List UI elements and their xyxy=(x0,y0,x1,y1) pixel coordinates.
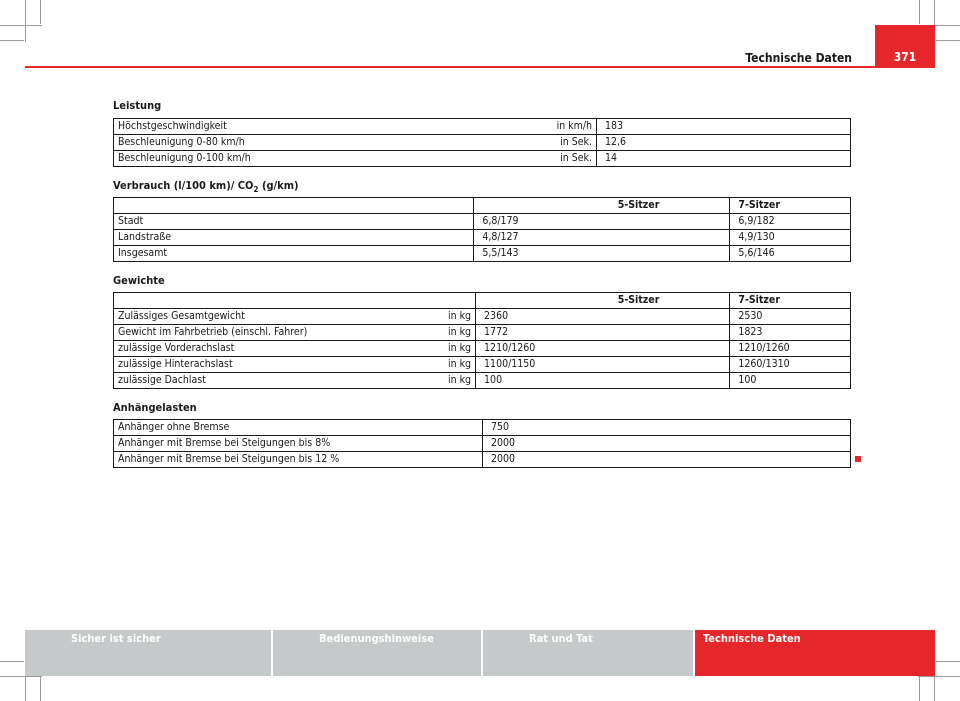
section-title-leistung: Leistung xyxy=(113,99,162,112)
section-title-verbrauch xyxy=(113,179,299,194)
row-unit: in Sek. xyxy=(560,136,593,148)
row-label: zulässige Vorderachslast xyxy=(118,342,235,354)
title-part: Verbrauch (l/100 km)/ CO xyxy=(113,179,254,192)
row-label: zulässige Hinterachslast xyxy=(118,358,233,370)
row-value: 750 xyxy=(483,420,851,436)
row-label-cell xyxy=(114,373,476,389)
footer-tab-label: Rat und Tat xyxy=(529,632,593,645)
row-label: Anhänger mit Bremse bei Steigungen bis 8% xyxy=(114,436,483,452)
table-row xyxy=(114,309,851,325)
row-label: Anhänger mit Bremse bei Steigungen bis 12 % xyxy=(114,452,483,468)
crop-mark xyxy=(40,677,41,701)
row-value: 1210/1260 xyxy=(730,341,851,357)
row-value: 1100/1150 xyxy=(476,357,730,373)
row-label: Höchstgeschwindigkeit xyxy=(118,120,227,132)
row-label-cell xyxy=(114,325,476,341)
row-label-cell xyxy=(114,119,597,135)
row-unit: in kg xyxy=(447,358,472,370)
header-empty-cell xyxy=(114,293,476,309)
footer-tab-label: Sicher ist sicher xyxy=(71,632,161,645)
footer-tab-rat-und-tat[interactable] xyxy=(483,630,693,676)
section-title-anhaengelasten: Anhängelasten xyxy=(113,401,197,414)
table-row xyxy=(114,135,851,151)
row-value: 100 xyxy=(476,373,730,389)
page-number: 371 xyxy=(893,50,917,64)
title-subscript: 2 xyxy=(253,185,259,195)
footer-tab-sicher-ist-sicher[interactable] xyxy=(25,630,271,676)
row-value: 1210/1260 xyxy=(476,341,730,357)
table-verbrauch xyxy=(113,197,851,262)
table-row xyxy=(114,325,851,341)
row-value: 2000 xyxy=(483,452,851,468)
row-value: 2530 xyxy=(730,309,851,325)
row-value: 4,9/130 xyxy=(730,230,851,246)
crop-mark xyxy=(40,0,41,24)
row-label: Anhänger ohne Bremse xyxy=(114,420,483,436)
crop-mark xyxy=(936,40,960,41)
crop-mark xyxy=(918,676,960,677)
row-label: Stadt xyxy=(114,214,474,230)
crop-mark xyxy=(25,0,26,42)
crop-mark xyxy=(0,676,42,677)
row-value: 2000 xyxy=(483,436,851,452)
section-end-marker-icon xyxy=(855,456,861,462)
table-row xyxy=(114,357,851,373)
table-header-row xyxy=(114,293,851,309)
row-value: 2360 xyxy=(476,309,730,325)
table-row xyxy=(114,420,851,436)
row-value: 1260/1310 xyxy=(730,357,851,373)
row-unit: in kg xyxy=(447,342,472,354)
row-label: Beschleunigung 0-100 km/h xyxy=(118,152,251,164)
row-label-cell xyxy=(114,135,597,151)
row-label: Landstraße xyxy=(114,230,474,246)
row-value: 1772 xyxy=(476,325,730,341)
crop-mark xyxy=(0,661,24,662)
row-value: 12,6 xyxy=(597,135,851,151)
column-header: 5-Sitzer xyxy=(476,293,730,309)
crop-mark xyxy=(0,25,42,26)
row-label-cell xyxy=(114,151,597,167)
row-label: Insgesamt xyxy=(114,246,474,262)
row-unit: in kg xyxy=(447,326,472,338)
table-row xyxy=(114,151,851,167)
row-value: 100 xyxy=(730,373,851,389)
table-row xyxy=(114,436,851,452)
column-header: 5-Sitzer xyxy=(474,198,730,214)
page-title: Technische Daten xyxy=(745,51,852,65)
row-value: 5,6/146 xyxy=(730,246,851,262)
row-label: Zulässiges Gesamtgewicht xyxy=(118,310,245,322)
crop-mark xyxy=(0,40,24,41)
footer-tab-bedienungshinweise[interactable] xyxy=(273,630,481,676)
table-row xyxy=(114,373,851,389)
row-label-cell xyxy=(114,341,476,357)
row-unit: in kg xyxy=(447,310,472,322)
row-label: zulässige Dachlast xyxy=(118,374,206,386)
header-rule xyxy=(25,66,935,68)
footer-tab-label: Bedienungshinweise xyxy=(319,632,434,645)
footer-tab-technische-daten[interactable] xyxy=(695,630,935,676)
row-unit: in kg xyxy=(447,374,472,386)
crop-mark xyxy=(919,0,920,24)
row-value: 5,5/143 xyxy=(474,246,730,262)
table-row xyxy=(114,230,851,246)
table-row xyxy=(114,452,851,468)
column-header: 7-Sitzer xyxy=(730,198,851,214)
row-value: 4,8/127 xyxy=(474,230,730,246)
row-label: Gewicht im Fahrbetrieb (einschl. Fahrer) xyxy=(118,326,308,338)
section-title-gewichte: Gewichte xyxy=(113,274,165,287)
footer-tab-label: Technische Daten xyxy=(703,632,801,645)
row-value: 183 xyxy=(597,119,851,135)
table-row xyxy=(114,214,851,230)
title-part: (g/km) xyxy=(258,179,299,192)
table-row xyxy=(114,341,851,357)
table-anhaengelasten xyxy=(113,419,851,468)
row-label: Beschleunigung 0-80 km/h xyxy=(118,136,245,148)
row-label-cell xyxy=(114,357,476,373)
row-unit: in km/h xyxy=(556,120,593,132)
table-header-row xyxy=(114,198,851,214)
row-value: 14 xyxy=(597,151,851,167)
row-value: 6,8/179 xyxy=(474,214,730,230)
table-row xyxy=(114,246,851,262)
crop-mark xyxy=(919,677,920,701)
row-value: 1823 xyxy=(730,325,851,341)
row-label-cell xyxy=(114,309,476,325)
header-empty-cell xyxy=(114,198,474,214)
table-row xyxy=(114,119,851,135)
crop-mark xyxy=(936,661,960,662)
row-value: 6,9/182 xyxy=(730,214,851,230)
table-gewichte xyxy=(113,292,851,389)
column-header: 7-Sitzer xyxy=(730,293,851,309)
row-unit: in Sek. xyxy=(560,152,593,164)
table-leistung xyxy=(113,118,851,167)
page-number-box xyxy=(875,25,935,68)
